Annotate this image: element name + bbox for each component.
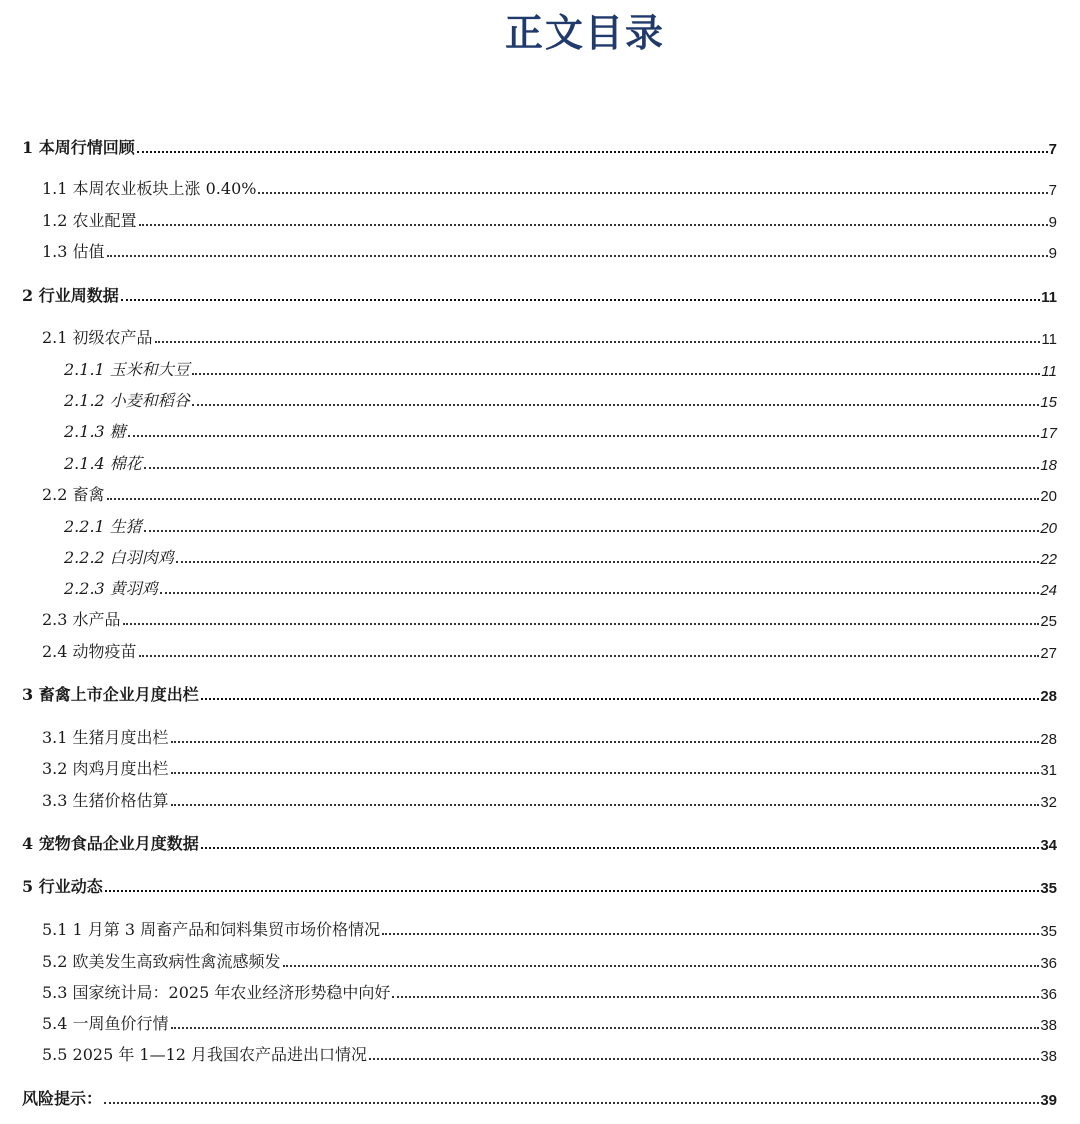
toc-entry-label: 5.4 一周鱼价行情 bbox=[42, 1014, 169, 1033]
toc-entry-label: 2.1.1 玉米和大豆 bbox=[64, 360, 190, 379]
dot-leader bbox=[123, 623, 1040, 625]
dot-leader bbox=[392, 996, 1039, 998]
toc-entry[interactable] bbox=[22, 683, 1057, 705]
toc-entry[interactable] bbox=[22, 875, 1057, 897]
toc-page-number: 17 bbox=[1040, 425, 1057, 442]
dot-leader bbox=[107, 255, 1048, 257]
toc-entry-label: 1.1 本周农业板块上涨 0.40% bbox=[42, 179, 257, 198]
dot-leader bbox=[258, 192, 1047, 194]
dot-leader bbox=[104, 1102, 1039, 1104]
toc-entry[interactable] bbox=[42, 240, 1057, 262]
toc-entry[interactable] bbox=[42, 209, 1057, 231]
toc-entry[interactable] bbox=[42, 726, 1057, 748]
dot-leader bbox=[137, 151, 1048, 153]
toc-page-number: 38 bbox=[1040, 1017, 1057, 1034]
toc-page-number: 36 bbox=[1040, 986, 1057, 1003]
dot-leader bbox=[283, 965, 1040, 967]
toc-entry[interactable] bbox=[42, 483, 1057, 505]
toc-entry-label: 1.3 估值 bbox=[42, 242, 105, 261]
toc-page-number: 18 bbox=[1040, 457, 1057, 474]
toc-entry[interactable] bbox=[22, 832, 1057, 854]
toc-entry-label: 3 畜禽上市企业月度出栏 bbox=[22, 685, 199, 704]
dot-leader bbox=[105, 890, 1040, 892]
dot-leader bbox=[192, 404, 1040, 406]
toc-entry[interactable] bbox=[42, 1043, 1057, 1065]
toc-entry-label: 2.3 水产品 bbox=[42, 610, 121, 629]
toc-page-number: 7 bbox=[1048, 182, 1057, 199]
toc-page-number: 11 bbox=[1041, 363, 1057, 380]
dot-leader bbox=[382, 933, 1039, 935]
toc-entry[interactable] bbox=[64, 452, 1057, 474]
toc-entry[interactable] bbox=[42, 177, 1057, 199]
toc-page-number: 35 bbox=[1040, 923, 1057, 940]
toc-page-number: 28 bbox=[1040, 688, 1057, 705]
toc-page-number: 20 bbox=[1040, 488, 1057, 505]
toc-entry[interactable] bbox=[64, 358, 1057, 380]
dot-leader bbox=[144, 530, 1040, 532]
toc-page-number: 39 bbox=[1040, 1092, 1057, 1109]
toc-entry-label: 3.3 生猪价格估算 bbox=[42, 791, 169, 810]
dot-leader bbox=[171, 804, 1040, 806]
dot-leader bbox=[128, 435, 1040, 437]
toc-entry-label: 2.1.3 糖 bbox=[64, 422, 126, 441]
toc-entry-label: 2.2 畜禽 bbox=[42, 485, 105, 504]
toc-entry-label: 5.5 2025 年 1—12 月我国农产品进出口情况 bbox=[42, 1045, 368, 1064]
toc-page-number: 9 bbox=[1048, 214, 1057, 231]
toc-entry[interactable] bbox=[64, 420, 1057, 442]
toc-entry[interactable] bbox=[42, 981, 1057, 1003]
toc-page-number: 9 bbox=[1048, 245, 1057, 262]
dot-leader bbox=[192, 373, 1041, 375]
toc-entry[interactable] bbox=[42, 640, 1057, 662]
dot-leader bbox=[144, 467, 1040, 469]
toc-entry-label: 2.1.4 棉花 bbox=[64, 454, 142, 473]
toc-page-number: 28 bbox=[1040, 731, 1057, 748]
dot-leader bbox=[139, 224, 1048, 226]
dot-leader bbox=[160, 592, 1040, 594]
toc-page-number: 7 bbox=[1048, 141, 1057, 158]
toc-entry-label: 1 本周行情回顾 bbox=[22, 138, 135, 157]
page-title: 正文目录 bbox=[504, 10, 665, 55]
toc-entry[interactable] bbox=[42, 789, 1057, 811]
toc-entry[interactable] bbox=[22, 136, 1057, 158]
dot-leader bbox=[139, 655, 1040, 657]
toc-entry[interactable] bbox=[42, 326, 1057, 348]
toc-page-number: 31 bbox=[1040, 762, 1057, 779]
toc-entry-label: 2.2.1 生猪 bbox=[64, 517, 142, 536]
toc-entry-label: 2.2.2 白羽肉鸡 bbox=[64, 548, 174, 567]
dot-leader bbox=[201, 698, 1040, 700]
toc-entry[interactable] bbox=[42, 918, 1057, 940]
toc-entry[interactable] bbox=[42, 950, 1057, 972]
toc-entry-label: 4 宠物食品企业月度数据 bbox=[22, 834, 199, 853]
toc-entry-label: 2.4 动物疫苗 bbox=[42, 642, 137, 661]
toc-entry[interactable] bbox=[42, 1012, 1057, 1034]
dot-leader bbox=[171, 1027, 1040, 1029]
toc-entry-label: 5.2 欧美发生高致病性禽流感频发 bbox=[42, 952, 281, 971]
toc-entry-label: 2.1 初级农产品 bbox=[42, 328, 153, 347]
toc-page-number: 27 bbox=[1040, 645, 1057, 662]
dot-leader bbox=[107, 498, 1040, 500]
dot-leader bbox=[155, 341, 1041, 343]
toc-entry-label: 3.2 肉鸡月度出栏 bbox=[42, 759, 169, 778]
toc-entry-label: 2.1.2 小麦和稻谷 bbox=[64, 391, 190, 410]
dot-leader bbox=[171, 741, 1040, 743]
toc-entry[interactable] bbox=[64, 546, 1057, 568]
toc-page-number: 34 bbox=[1040, 837, 1057, 854]
dot-leader bbox=[176, 561, 1040, 563]
toc-page-number: 15 bbox=[1040, 394, 1057, 411]
toc-entry[interactable] bbox=[42, 757, 1057, 779]
toc-entry[interactable] bbox=[64, 577, 1057, 599]
toc-page-number: 32 bbox=[1040, 794, 1057, 811]
toc-entry-label: 1.2 农业配置 bbox=[42, 211, 137, 230]
toc-entry[interactable] bbox=[64, 515, 1057, 537]
toc-entry-label: 风险提示： bbox=[22, 1089, 103, 1108]
toc-entry-label: 5.3 国家统计局：2025 年农业经济形势稳中向好 bbox=[42, 983, 391, 1002]
toc-entry-label: 3.1 生猪月度出栏 bbox=[42, 728, 169, 747]
dot-leader bbox=[171, 772, 1040, 774]
toc-page-number: 20 bbox=[1040, 520, 1057, 537]
toc-page-number: 25 bbox=[1040, 613, 1057, 630]
toc-page-number: 11 bbox=[1041, 289, 1057, 306]
toc-page-number: 24 bbox=[1040, 582, 1057, 599]
toc-page-number: 11 bbox=[1041, 331, 1057, 348]
toc-page-number: 22 bbox=[1040, 551, 1057, 568]
toc-entry[interactable] bbox=[64, 389, 1057, 411]
toc-entry[interactable] bbox=[42, 608, 1057, 630]
toc-entry-label: 2 行业周数据 bbox=[22, 286, 119, 305]
dot-leader bbox=[201, 847, 1040, 849]
toc-page-number: 35 bbox=[1040, 880, 1057, 897]
dot-leader bbox=[121, 299, 1040, 301]
toc-entry[interactable] bbox=[22, 284, 1057, 306]
toc-entry-label: 2.2.3 黄羽鸡 bbox=[64, 579, 158, 598]
toc-page-number: 38 bbox=[1040, 1048, 1057, 1065]
dot-leader bbox=[369, 1058, 1039, 1060]
toc-entry[interactable] bbox=[22, 1087, 1057, 1109]
toc-entry-label: 5.1 1 月第 3 周畜产品和饲料集贸市场价格情况 bbox=[42, 920, 381, 939]
toc-entry-label: 5 行业动态 bbox=[22, 877, 103, 896]
toc-page-number: 36 bbox=[1040, 955, 1057, 972]
